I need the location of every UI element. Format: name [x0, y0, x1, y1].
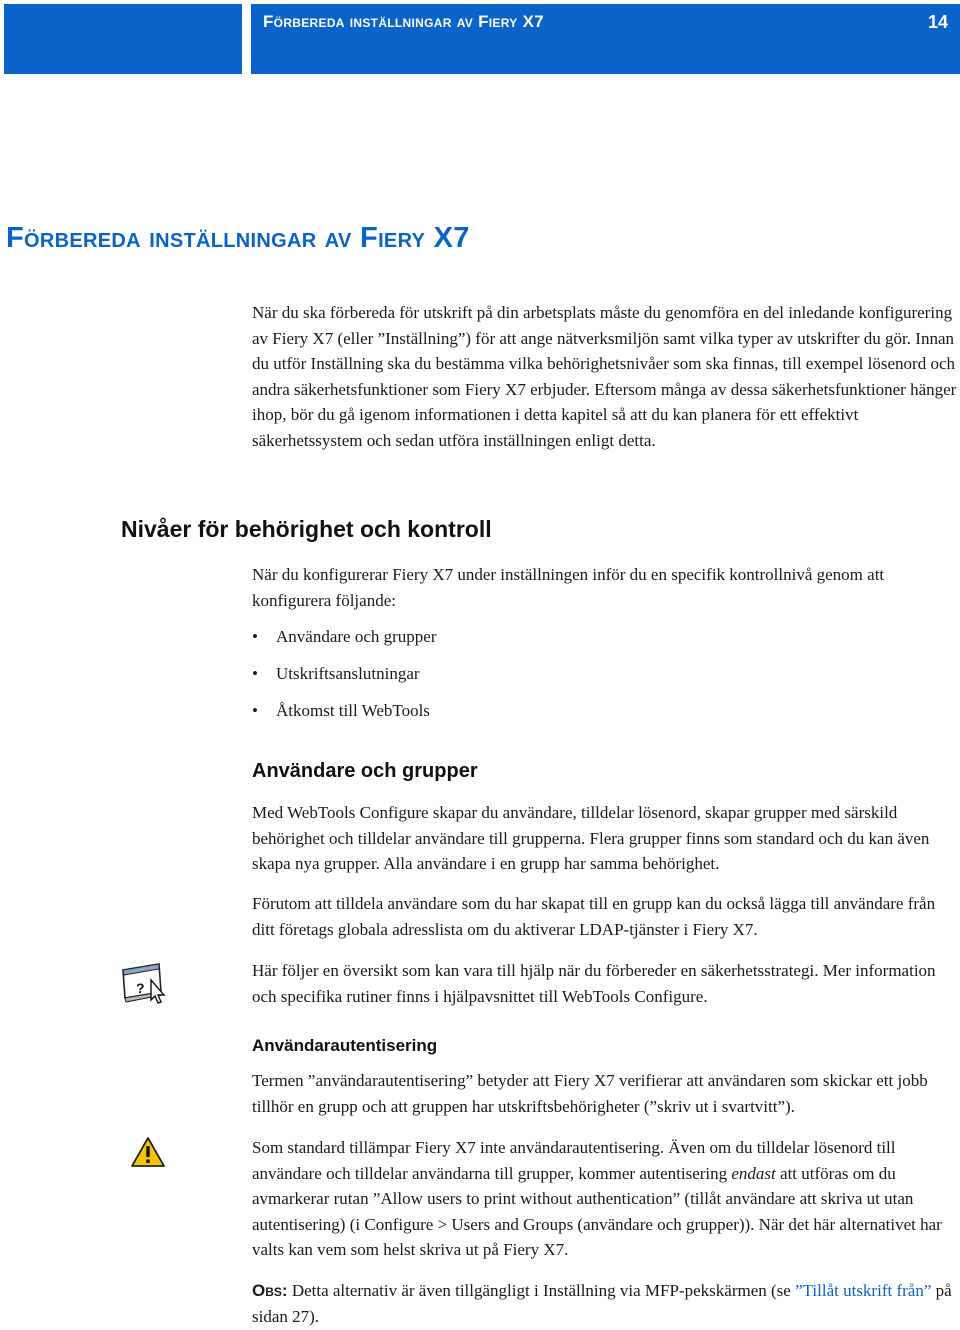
authentication-paragraph-2: Som standard tillämpar Fiery X7 inte användarautentisering. Även om du tilldelar lösenord till användare och tilldelar användarna till grupper, kommer autentisering endast att utföras om du avmarkerar rutan ”Allow users to print without authentication” (tillåt användare att skriva ut utan autentisering) (i Configure > Users and Groups (användare och grupper)). När det här alternativet har valts kan vem som helst skriva ut på Fiery X7. [252, 1138, 942, 1260]
users-paragraph-3: Här följer en översikt som kan vara till hjälp när du förbereder en säkerhetsstrategi. Mer information och specifika rutiner finns i hjälpavsnittet till WebTools Configure. [252, 961, 936, 1006]
header-left-bar [4, 4, 242, 74]
emphasis-text: endast [731, 1163, 776, 1183]
note-label: Obs: [252, 1281, 288, 1300]
warning-icon [130, 1136, 166, 1173]
page-title: Förbereda inställningar av Fiery X7 [6, 222, 470, 254]
subsection-heading-authentication: Användarautentisering [252, 1036, 438, 1055]
note-paragraph: Obs: Detta alternativ är även tillgängligt i Inställning via MFP-pekskärmen (se ”Tillåt utskrift från” på sidan 27). [252, 1281, 952, 1326]
list-item: • Användare och grupper [252, 624, 437, 661]
help-icon [119, 962, 171, 1011]
list-item: • Utskriftsanslutningar [252, 661, 437, 698]
list-item: • Åtkomst till WebTools [252, 698, 437, 735]
intro-paragraph: När du ska förbereda för utskrift på din arbetsplats måste du genomföra en del inledande konfigurering av Fiery X7 (eller ”Inställning”) för att ange nätverksmiljön samt vilka typer av utskrifter du gör. Innan du utför Inställning ska du bestämma vilka behörighetsnivåer som ska finnas, till exempel lösenord och andra säkerhetsfunktioner som Fiery X7 erbjuder. Eftersom många av dessa säkerhetsfunktioner hänger ihop, bör du gå igenom informationen i detta kapitel så att du kan planera för ett effektivt säkerhetssystem och sedan utföra inställningen enligt detta. [252, 303, 957, 450]
authentication-paragraph-1: Termen ”användarautentisering” betyder att Fiery X7 verifierar att användaren som skickar ett jobb tillhör en grupp och att gruppen har utskriftsbehörigheter (”skriv ut i svartvitt”). [252, 1071, 928, 1116]
page-number: 14 [927, 12, 948, 32]
levels-list [252, 624, 437, 735]
subsection-heading-users: Användare och grupper [252, 760, 478, 782]
users-paragraph-1: Med WebTools Configure skapar du användare, tilldelar lösenord, skapar grupper med särskild behörighet och tilldelar användare till grupperna. Flera grupper finns som standard och du kan även skapa nya grupper. Alla användare i en grupp har samma behörighet. [252, 803, 930, 874]
levels-paragraph: När du konfigurerar Fiery X7 under inställningen inför du en specifik kontrollnivå genom att konfigurera följande: [252, 565, 885, 610]
cross-reference-link[interactable]: ”Tillåt utskrift från” [795, 1281, 932, 1300]
svg-text:?: ? [136, 980, 145, 996]
header-title: Förbereda inställningar av Fiery X7 [263, 12, 544, 31]
users-paragraph-2: Förutom att tilldela användare som du har skapat till en grupp kan du också lägga till användare från ditt företags globala adresslista om du aktiverar LDAP-tjänster i Fiery X7. [252, 894, 936, 939]
section-heading-levels: Nivåer för behörighet och kontroll [121, 516, 492, 542]
